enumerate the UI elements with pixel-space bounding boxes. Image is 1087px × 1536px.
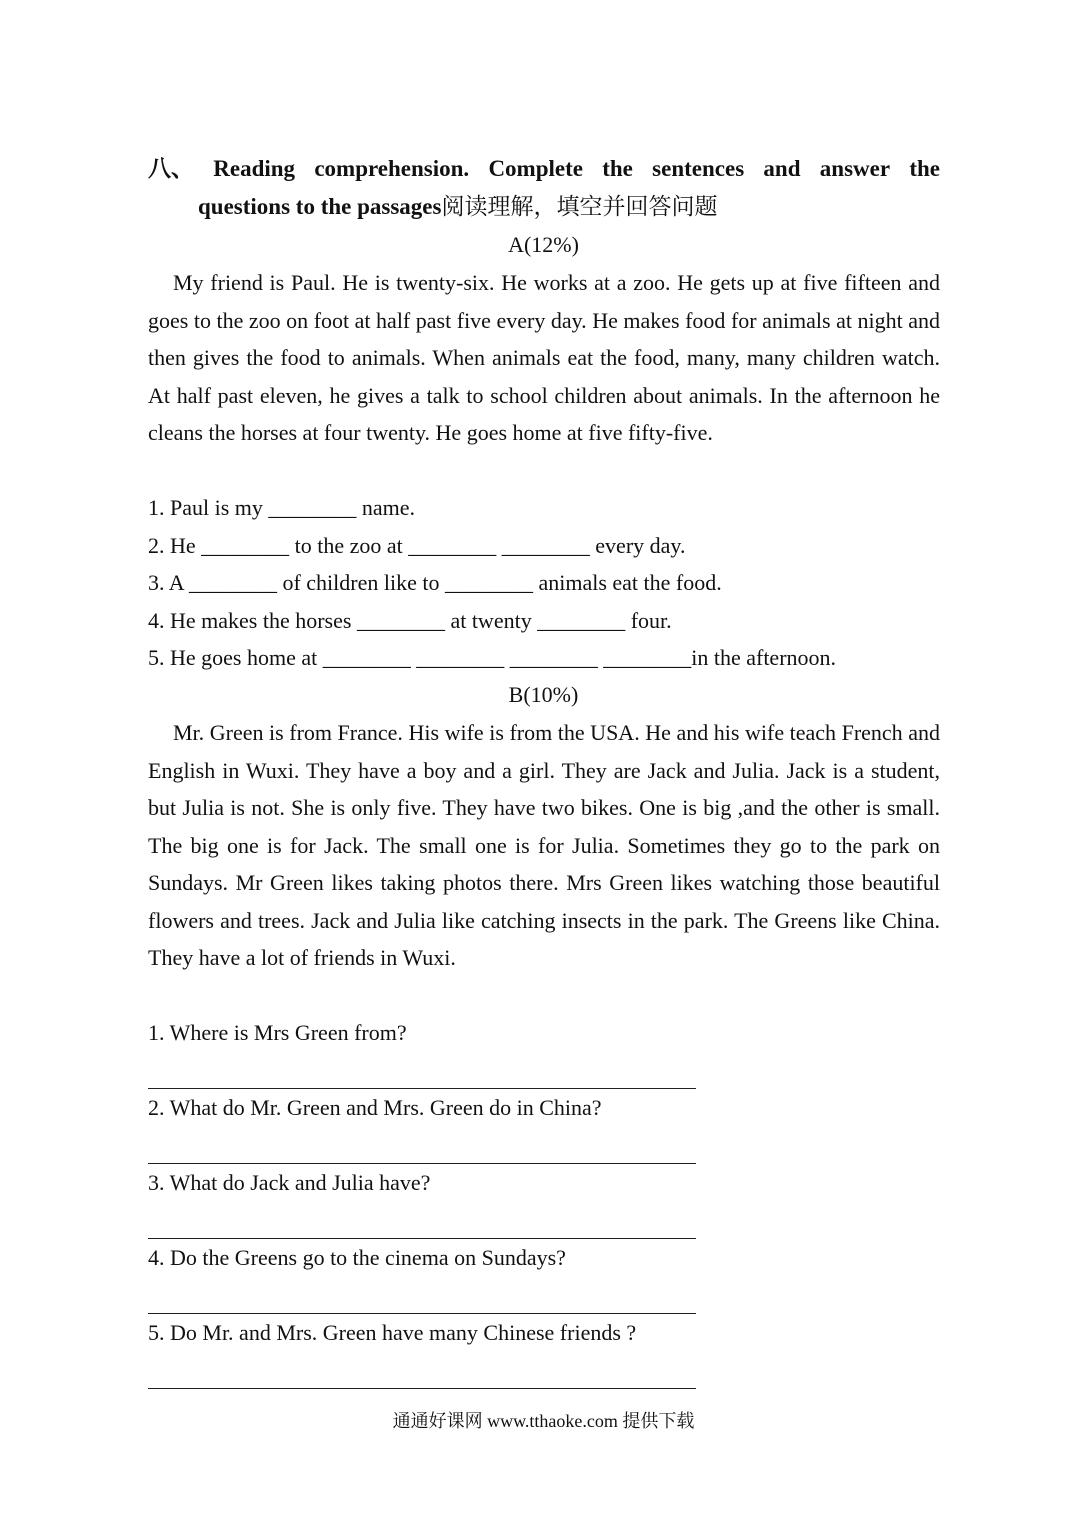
passage-b: Mr. Green is from France. His wife is from the USA. He and his wife teach French and English in Wuxi. They have a boy and a girl. They are Jack and Julia. Jack is a student, but Julia is not. She is only five. They have two bikes. One is big ,and the other is small. The big one is for Jack. The small one is for Julia. Sometimes they go to the park on Sundays. Mr Green likes taking photos there. Mrs Green likes watching those beautiful flowers and trees. Jack and Julia like catching insects in the park. The Greens like China. They have a lot of friends in Wuxi. [148, 720, 940, 970]
heading-word: Reading [213, 156, 296, 181]
heading-english: questions to the passages [198, 194, 442, 219]
heading-line-1 [148, 150, 940, 188]
section-a-label: A(12%) [508, 232, 579, 257]
passage-a: My friend is Paul. He is twenty-six. He works at a zoo. He gets up at five fifteen and goes to the zoo on foot at half past five every day. He makes food for animals at night and then gives the food to animals. When animals eat the food, many, many children watch. At half past eleven, he gives a talk to school children about animals. In the afternoon he cleans the horses at four twenty. He goes home at five fifty-five. [148, 270, 940, 445]
heading-word: Complete [488, 156, 583, 181]
heading-word: comprehension. [314, 156, 470, 181]
heading-word: and [763, 156, 801, 181]
question-list [148, 1014, 968, 1389]
section-heading [148, 150, 940, 226]
fill-in-sentence: 5. He goes home at ________ ________ ________ ________in the afternoon. [148, 645, 837, 670]
question: 4. Do the Greens go to the cinema on Sundays? [148, 1245, 566, 1270]
heading-word: the [602, 156, 633, 181]
fill-in-sentences [148, 489, 968, 677]
answer-line [148, 1277, 696, 1315]
answer-line [148, 1202, 696, 1240]
fill-in-sentence: 1. Paul is my ________ name. [148, 495, 416, 520]
heading-word: answer [819, 156, 891, 181]
fill-in-sentence: 3. A ________ of children like to ________ animals eat the food. [148, 570, 722, 595]
heading-word: 八、 [148, 156, 194, 181]
question: 3. What do Jack and Julia have? [148, 1170, 431, 1195]
question: 1. Where is Mrs Green from? [148, 1020, 407, 1045]
question: 5. Do Mr. and Mrs. Green have many Chinese friends ? [148, 1320, 637, 1345]
heading-word: the [909, 156, 940, 181]
fill-in-sentence: 2. He ________ to the zoo at ________ ________ every day. [148, 532, 686, 558]
fill-in-sentence: 4. He makes the horses ________ at twenty ________ four. [148, 607, 672, 633]
heading-line-2 [148, 188, 940, 226]
answer-line [148, 1352, 696, 1390]
answer-line [148, 1127, 696, 1165]
page-footer: 通通好课网 www.tthaoke.com 提供下载 [392, 1411, 695, 1431]
section-b-label: B(10%) [508, 682, 579, 707]
heading-chinese: 阅读理解，填空并回答问题 [441, 194, 718, 219]
heading-word: sentences [652, 156, 745, 181]
question: 2. What do Mr. Green and Mrs. Green do in China? [148, 1095, 602, 1120]
answer-line [148, 1052, 696, 1090]
